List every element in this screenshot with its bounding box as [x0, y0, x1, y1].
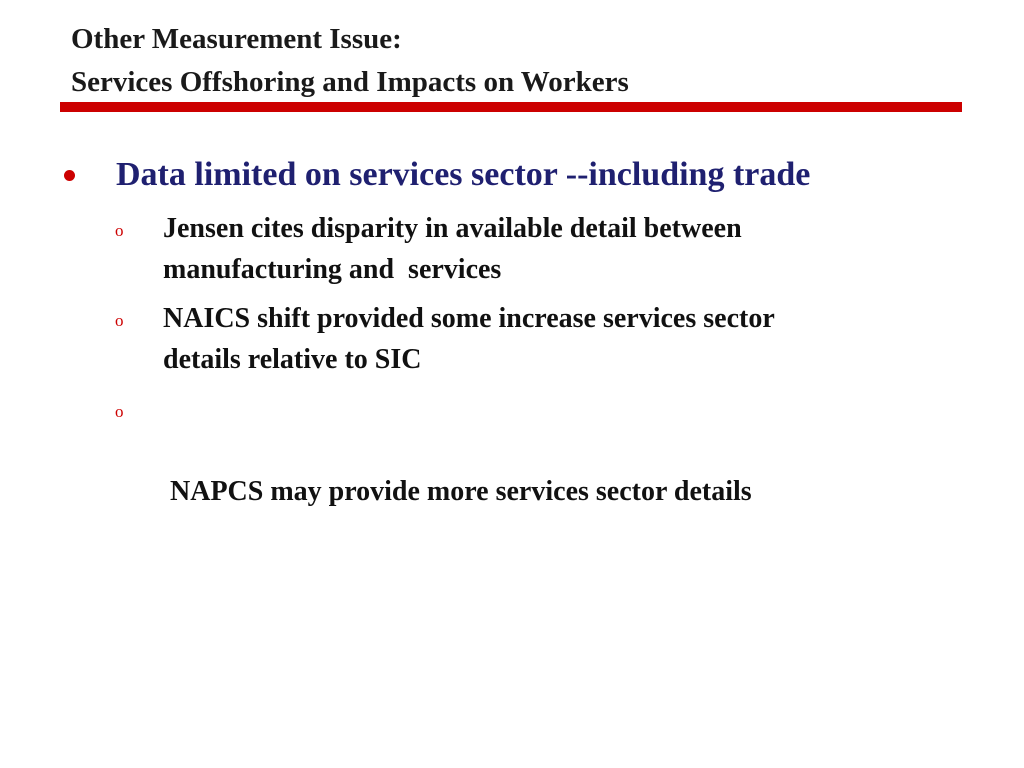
sub-bullet-text — [163, 208, 923, 290]
sub-bullet-line: manufacturing and services — [163, 254, 502, 285]
slide-title — [71, 18, 971, 104]
sub-bullet-text — [163, 298, 923, 380]
sub-bullet-line: details relative to SIC — [163, 344, 422, 375]
sub-bullet-line: Jensen cites disparity in available detail between — [163, 213, 742, 244]
bullet-text: Data limited on services sector --including trade — [116, 156, 811, 193]
title-line-2: Services Offshoring and Impacts on Workers — [71, 66, 629, 98]
bullet-dot-icon — [64, 170, 75, 181]
sub-bullet-circle-icon: o — [115, 311, 124, 330]
sub-bullet-circle-icon: o — [115, 402, 124, 421]
sub-bullet-text — [163, 389, 923, 594]
sub-bullet-line: NAPCS may provide more services sector details — [163, 476, 752, 507]
title-line-1: Other Measurement Issue: — [71, 23, 402, 55]
sub-bullet-line: NAICS shift provided some increase services sector — [163, 303, 775, 334]
title-underline-rule — [60, 102, 962, 112]
sub-bullet-circle-icon: o — [115, 221, 124, 240]
